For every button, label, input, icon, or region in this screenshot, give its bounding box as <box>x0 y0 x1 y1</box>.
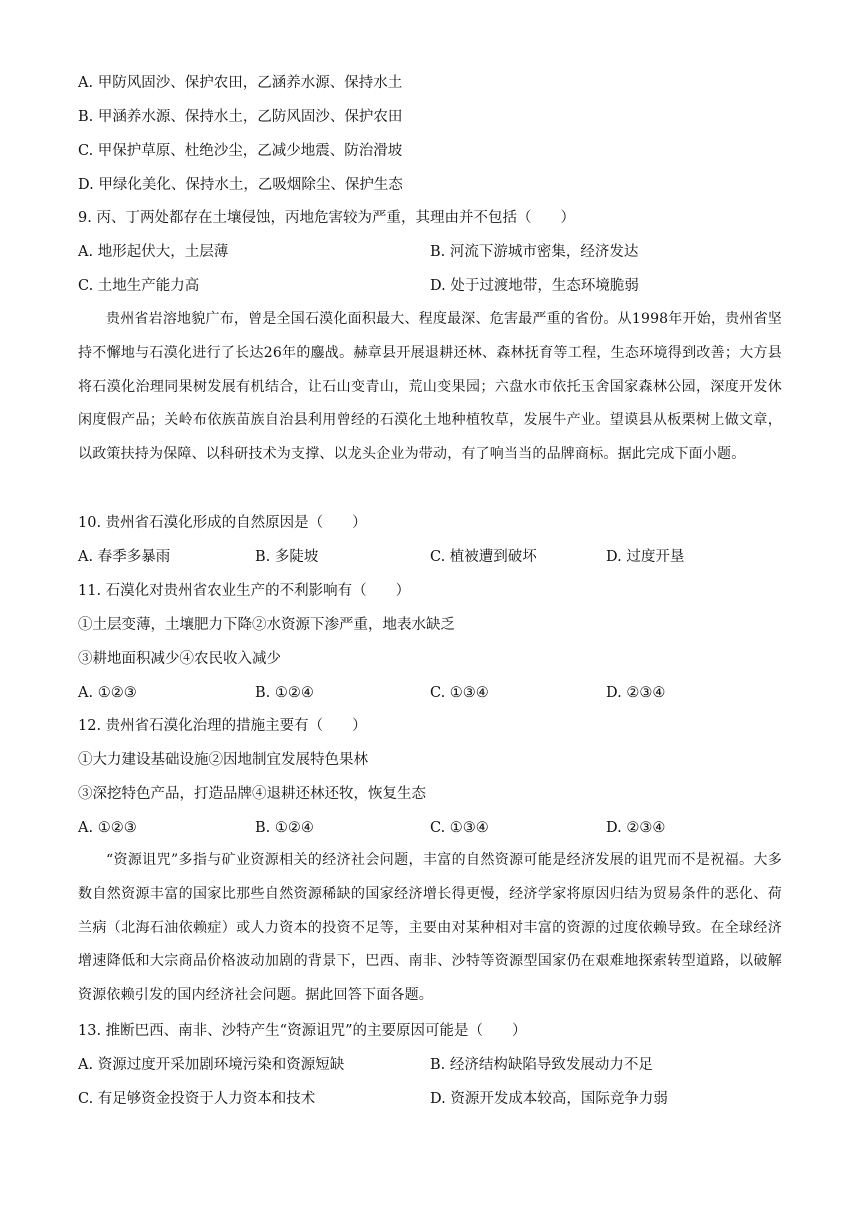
q12-stem: 12. 贵州省石漠化治理的措施主要有（ ） <box>78 718 367 734</box>
q10-stem: 10. 贵州省石漠化形成的自然原因是（ ） <box>78 515 367 531</box>
q9-option-c: C. 土地生产能力高 <box>78 278 200 294</box>
q12-option-a: A. ①②③ <box>78 820 137 836</box>
q11-item-line-2: ③耕地面积减少④农民收入减少 <box>78 651 281 667</box>
q13-option-d: D. 资源开发成本较高，国际竞争力弱 <box>430 1091 668 1107</box>
q9-option-b: B. 河流下游城市密集，经济发达 <box>430 244 639 260</box>
q8-option-a: A. 甲防风固沙、保护农田，乙涵养水源、保持水土 <box>78 75 403 91</box>
q12-option-c: C. ①③④ <box>430 820 489 836</box>
q11-stem: 11. 石漠化对贵州省农业生产的不利影响有（ ） <box>78 583 411 599</box>
q9-option-a: A. 地形起伏大，土层薄 <box>78 244 229 260</box>
q8-option-c: C. 甲保护草原、杜绝沙尘，乙减少地震、防治滑坡 <box>78 143 403 159</box>
q11-option-a: A. ①②③ <box>78 685 137 701</box>
q13-option-b: B. 经济结构缺陷导致发展动力不足 <box>430 1057 653 1073</box>
q11-item-line-1: ①土层变薄，土壤肥力下降②水资源下渗严重，地表水缺乏 <box>78 617 455 633</box>
q8-option-d: D. 甲绿化美化、保持水土，乙吸烟除尘、保护生态 <box>78 177 403 193</box>
q11-option-c: C. ①③④ <box>430 685 489 701</box>
passage-rocky-desertification: 贵州省岩溶地貌广布，曾是全国石漠化面积最大、程度最深、危害最严重的省份。从1998年开始，贵州省坚持不懈地与石漠化进行了长达26年的鏖战。赫章县开展退耕还林、森林抚育等工程，生态环境得到改善；大方县将石漠化治理同果树发展有机结合，让石山变青山，荒山变果园；六盘水市依托玉舍国家森林公园，深度开发休闲度假产品；关岭布依族苗族自治县利用曾经的石漠化土地种植牧草，发展牛产业。望谟县从板栗树上做文章，以政策扶持为保障、以科研技术为支撑、以龙头企业为带动，有了响当当的品牌商标。据此完成下面小题。 <box>78 311 782 463</box>
q12-item-line-2: ③深挖特色产品，打造品牌④退耕还林还牧，恢复生态 <box>78 786 426 802</box>
q12-option-b: B. ①②④ <box>255 820 314 836</box>
q10-option-b: B. 多陡坡 <box>255 549 319 565</box>
q10-option-a: A. 春季多暴雨 <box>78 549 171 565</box>
q9-stem: 9. 丙、丁两处都存在土壤侵蚀，丙地危害较为严重，其理由并不包括（ ） <box>78 210 575 226</box>
q13-stem: 13. 推断巴西、南非、沙特产生“资源诅咒”的主要原因可能是（ ） <box>78 1023 527 1039</box>
q12-item-line-1: ①大力建设基础设施②因地制宜发展特色果林 <box>78 752 368 768</box>
q9-option-d: D. 处于过渡地带，生态环境脆弱 <box>430 278 639 294</box>
q12-option-d: D. ②③④ <box>606 820 666 836</box>
q11-option-b: B. ①②④ <box>255 685 314 701</box>
q10-option-c: C. 植被遭到破坏 <box>430 549 537 565</box>
q13-option-a: A. 资源过度开采加剧环境污染和资源短缺 <box>78 1057 345 1073</box>
passage-resource-curse: “资源诅咒”多指与矿业资源相关的经济社会问题，丰富的自然资源可能是经济发展的诅咒而不是祝福。大多数自然资源丰富的国家比那些自然资源稀缺的国家经济增长得更慢，经济学家将原因归结为贸易条件的恶化、荷兰病（北海石油依赖症）或人力资本的投资不足等，主要由对某种相对丰富的资源的过度依赖导致。在全球经济增速降低和大宗商品价格波动加剧的背景下，巴西、南非、沙特等资源型国家仍在艰难地探索转型道路，以破解资源依赖引发的国内经济社会问题。据此回答下面各题。 <box>78 852 782 1004</box>
q11-option-d: D. ②③④ <box>606 685 666 701</box>
q10-option-d: D. 过度开垦 <box>606 549 685 565</box>
q8-option-b: B. 甲涵养水源、保持水土，乙防风固沙、保护农田 <box>78 109 403 125</box>
q13-option-c: C. 有足够资金投资于人力资本和技术 <box>78 1091 316 1107</box>
